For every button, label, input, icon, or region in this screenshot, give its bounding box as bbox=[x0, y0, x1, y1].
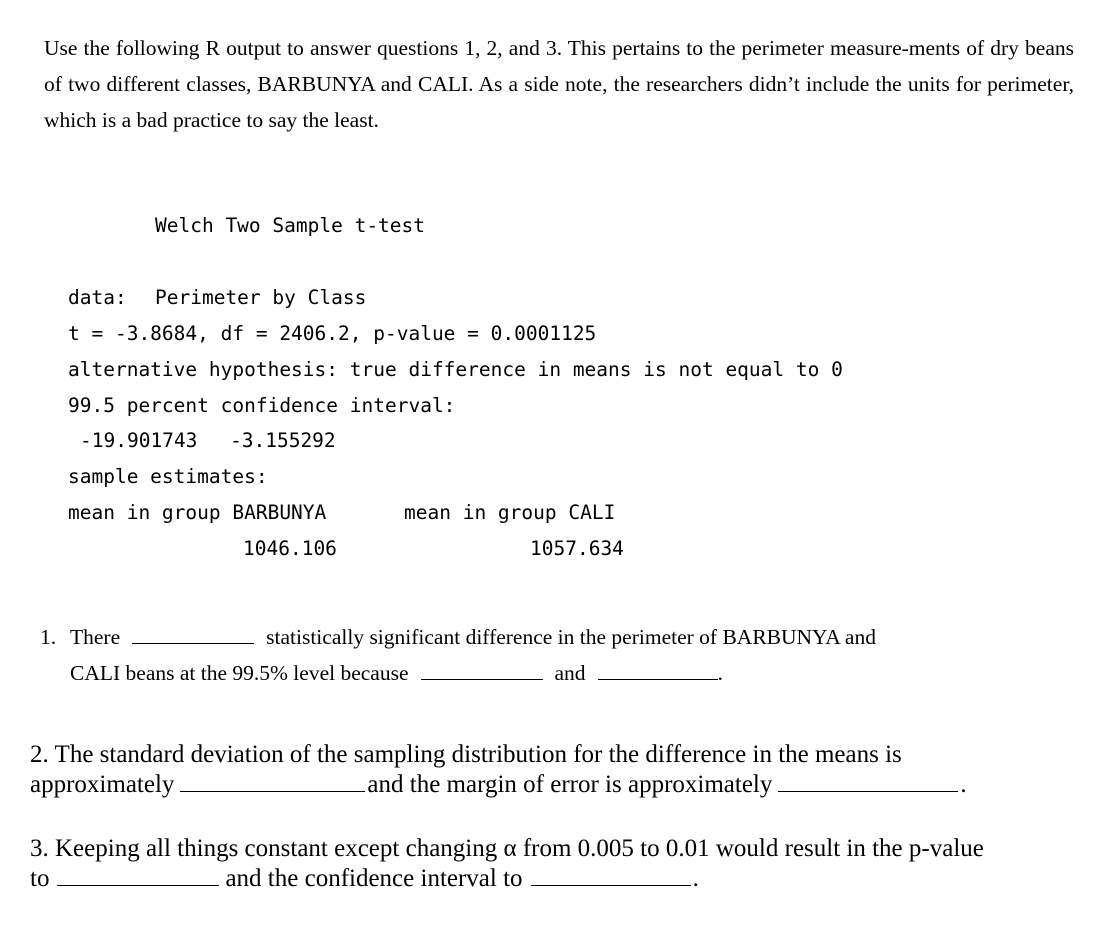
q3-text-ci: and the confidence interval to bbox=[225, 865, 523, 892]
question-1 bbox=[40, 619, 1060, 691]
q2-text-approximately: approximately bbox=[30, 771, 175, 798]
data-value: Perimeter by Class bbox=[155, 286, 367, 309]
group2-value: 1057.634 bbox=[530, 537, 624, 560]
group1-label: mean in group BARBUNYA bbox=[68, 501, 327, 524]
q1-blank-2[interactable] bbox=[421, 678, 543, 680]
q3-blank-pvalue[interactable] bbox=[57, 884, 219, 886]
q1-number: 1. bbox=[40, 625, 57, 649]
question-3 bbox=[30, 834, 1080, 894]
intro-text: Use the following R output to answer questions 1, 2, and 3. This pertains to the perimeter measure-ments of dry beans of two different classes, BARBUNYA and CALI. As a side note, the researchers didn’t include the units for perimeter, which is a bad practice to say the least. bbox=[44, 36, 1074, 132]
q1-period: . bbox=[717, 661, 723, 685]
ci-lower: -19.901743 bbox=[80, 429, 198, 452]
stats-line: t = -3.8684, df = 2406.2, p-value = 0.0001125 bbox=[68, 322, 597, 345]
group2-label: mean in group CALI bbox=[404, 501, 616, 524]
ci-label: 99.5 percent confidence interval: bbox=[68, 394, 456, 417]
q3-blank-ci[interactable] bbox=[531, 884, 691, 886]
test-title: Welch Two Sample t-test bbox=[155, 214, 426, 237]
intro-paragraph bbox=[44, 30, 1074, 138]
group1-value: 1046.106 bbox=[243, 537, 337, 560]
data-label: data: bbox=[68, 286, 127, 309]
q1-blank-3[interactable] bbox=[598, 678, 718, 680]
question-2 bbox=[30, 740, 1080, 800]
q3-period: . bbox=[692, 865, 699, 892]
q1-text-significant: statistically significant difference in the perimeter of BARBUNYA and bbox=[266, 625, 876, 649]
q1-text-there: There bbox=[70, 625, 121, 649]
q2-blank-sd[interactable] bbox=[180, 790, 365, 792]
ci-upper: -3.155292 bbox=[230, 429, 336, 452]
q1-text-because: CALI beans at the 99.5% level because bbox=[70, 661, 409, 685]
q3-text-line1: 3. Keeping all things constant except changing α from 0.005 to 0.01 would result in the p-value bbox=[30, 835, 984, 862]
q2-period: . bbox=[960, 771, 967, 798]
q3-text-to: to bbox=[30, 865, 50, 892]
q2-text-margin: and the margin of error is approximately bbox=[367, 771, 773, 798]
q1-text-and: and bbox=[554, 661, 586, 685]
alt-hypothesis: alternative hypothesis: true difference in means is not equal to 0 bbox=[68, 358, 843, 381]
q2-text-line1: 2. The standard deviation of the sampling distribution for the difference in the means is bbox=[30, 741, 902, 768]
q2-blank-moe[interactable] bbox=[778, 790, 958, 792]
q1-blank-1[interactable] bbox=[132, 642, 254, 644]
estimates-label: sample estimates: bbox=[68, 465, 268, 488]
